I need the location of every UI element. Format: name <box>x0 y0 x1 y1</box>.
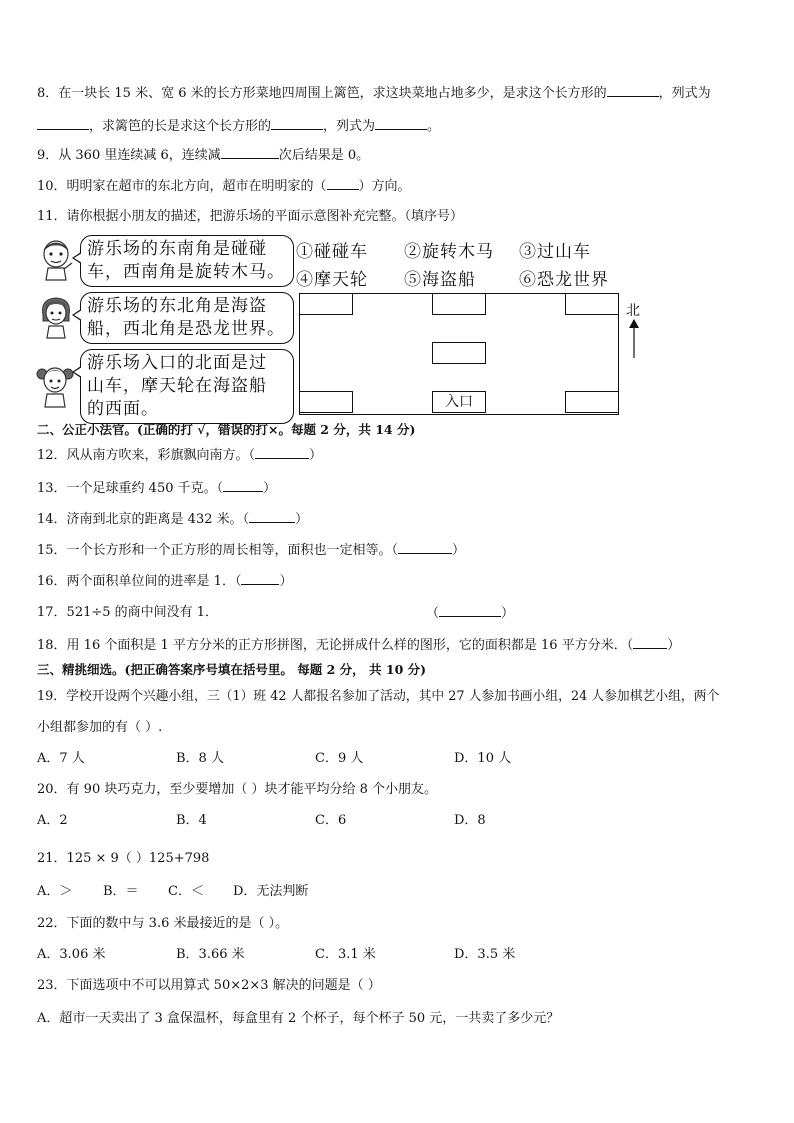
q19-option-b[interactable]: B．8 人 <box>176 751 224 766</box>
question-8-line-1: 8．在一块长 15 米、宽 6 米的长方形菜地四周围上篱笆，求这块菜地占地多少，是求这个长方形的 ，列式为 <box>37 86 711 101</box>
answer-blank[interactable] <box>327 177 359 190</box>
choice-1: ①碰碰车 <box>296 242 368 262</box>
q22-option-d[interactable]: D．3.5 米 <box>454 947 516 962</box>
choice-6: ⑥恐龙世界 <box>519 270 609 290</box>
q19-option-a[interactable]: A．7 人 <box>37 751 85 766</box>
q20-option-b[interactable]: B．4 <box>176 813 207 828</box>
question-21: 21．125 × 9（ ）125+798 <box>37 851 210 866</box>
answer-blank[interactable] <box>607 84 659 97</box>
answer-blank[interactable] <box>439 604 501 617</box>
q22-option-a[interactable]: A．3.06 米 <box>37 947 106 962</box>
speech-bubble-2: 游乐场的东北角是海盗 船，西北角是恐龙世界。 <box>80 292 294 344</box>
question-13: 13．一个足球重约 450 千克。（ ） <box>37 481 277 496</box>
question-17: 17．521÷5 的商中间没有 1． <box>37 605 219 620</box>
question-9: 9．从 360 里连续减 6，连续减 次后结果是 0。 <box>37 148 370 163</box>
answer-blank[interactable] <box>223 479 263 492</box>
question-11-stem: 11．请你根据小朋友的描述，把游乐场的平面示意图补充完整。（填序号） <box>37 209 464 224</box>
q22-option-c[interactable]: C．3.1 米 <box>315 947 376 962</box>
section-3-heading: 三、精挑细选。(把正确答案序号填在括号里。 每题 2 分， 共 10 分) <box>37 662 427 677</box>
slot-center[interactable] <box>432 342 486 364</box>
child-icon <box>36 236 76 282</box>
q22-option-b[interactable]: B．3.66 米 <box>176 947 245 962</box>
question-10: 10．明明家在超市的东北方向，超市在明明家的（ ）方向。 <box>37 179 411 194</box>
q21-option-a[interactable]: A．＞ <box>37 884 73 899</box>
q20-option-c[interactable]: C．6 <box>315 813 347 828</box>
answer-blank[interactable] <box>271 117 323 130</box>
question-17-answer: （ ） <box>426 606 515 621</box>
q21-option-b[interactable]: B．＝ <box>103 884 139 899</box>
entrance-box <box>432 391 486 413</box>
child-icon <box>34 360 76 408</box>
q21-option-c[interactable]: C．＜ <box>168 884 204 899</box>
q20-option-d[interactable]: D．8 <box>454 813 486 828</box>
north-label: 北 <box>626 303 640 319</box>
answer-blank[interactable] <box>221 146 279 159</box>
question-19-line-2: 小组都参加的有（ ）. <box>37 720 163 735</box>
choice-3: ③过山车 <box>519 242 591 262</box>
slot-southeast[interactable] <box>565 391 619 413</box>
q21-option-d[interactable]: D．无法判断 <box>233 884 309 899</box>
answer-blank[interactable] <box>241 572 279 585</box>
answer-blank[interactable] <box>398 541 452 554</box>
q19-option-c[interactable]: C．9 人 <box>315 751 364 766</box>
answer-blank[interactable] <box>255 446 309 459</box>
choice-5: ⑤海盗船 <box>404 270 476 290</box>
question-20: 20．有 90 块巧克力，至少要增加（ ）块才能平均分给 8 个小朋友。 <box>37 782 438 797</box>
q20-option-a[interactable]: A．2 <box>37 813 68 828</box>
speech-bubble-3: 游乐场入口的北面是过 山车，摩天轮在海盗船 的西面。 <box>80 349 294 424</box>
question-23: 23．下面选项中不可以用算式 50×2×3 解决的问题是（ ） <box>37 978 381 993</box>
slot-northeast[interactable] <box>565 293 619 315</box>
question-8-line-2: ，求篱笆的长是求这个长方形的 ，列式为 。 <box>37 117 440 136</box>
question-19-line-1: 19．学校开设两个兴趣小组，三（1）班 42 人都报名参加了活动，其中 27 人参加书画小组，24 人参加棋艺小组，两个 <box>37 689 720 704</box>
north-arrow-icon <box>627 318 641 360</box>
q19-option-d[interactable]: D．10 人 <box>454 751 512 766</box>
answer-blank[interactable] <box>375 117 427 130</box>
question-14: 14．济南到北京的距离是 432 米。（ ） <box>37 512 309 527</box>
answer-blank[interactable] <box>249 510 295 523</box>
question-15: 15．一个长方形和一个正方形的周长相等，面积也一定相等。（ ） <box>37 543 466 558</box>
q23-option-a[interactable]: A．超市一天卖出了 3 盒保温杯，每盒里有 2 个杯子，每个杯子 50 元，一共卖了多少元？ <box>37 1011 560 1026</box>
choice-4: ④摩天轮 <box>296 270 368 290</box>
question-12: 12．风从南方吹来，彩旗飘向南方。（ ） <box>37 448 323 463</box>
slot-northwest[interactable] <box>299 293 353 315</box>
answer-blank[interactable] <box>633 636 667 649</box>
amusement-park-map <box>299 293 619 415</box>
speech-bubble-1: 游乐场的东南角是碰碰 车，西南角是旋转木马。 <box>80 235 294 287</box>
slot-southwest[interactable] <box>299 391 353 413</box>
question-18: 18．用 16 个面积是 1 平方分米的正方形拼图，无论拼成什么样的图形，它的面积都是 16 平方分米．（ ） <box>37 638 681 653</box>
answer-blank[interactable] <box>37 117 89 130</box>
slot-north-center[interactable] <box>432 293 486 315</box>
entrance-label: 入口 <box>445 394 473 410</box>
question-16: 16．两个面积单位间的进率是 1．（ ） <box>37 574 293 589</box>
question-22: 22．下面的数中与 3.6 米最接近的是（ ）。 <box>37 916 289 931</box>
choice-2: ②旋转木马 <box>404 242 494 262</box>
section-2-heading: 二、公正小法官。(正确的打 √，错误的打×。每题 2 分，共 14 分) <box>37 422 416 437</box>
child-icon <box>36 293 76 339</box>
